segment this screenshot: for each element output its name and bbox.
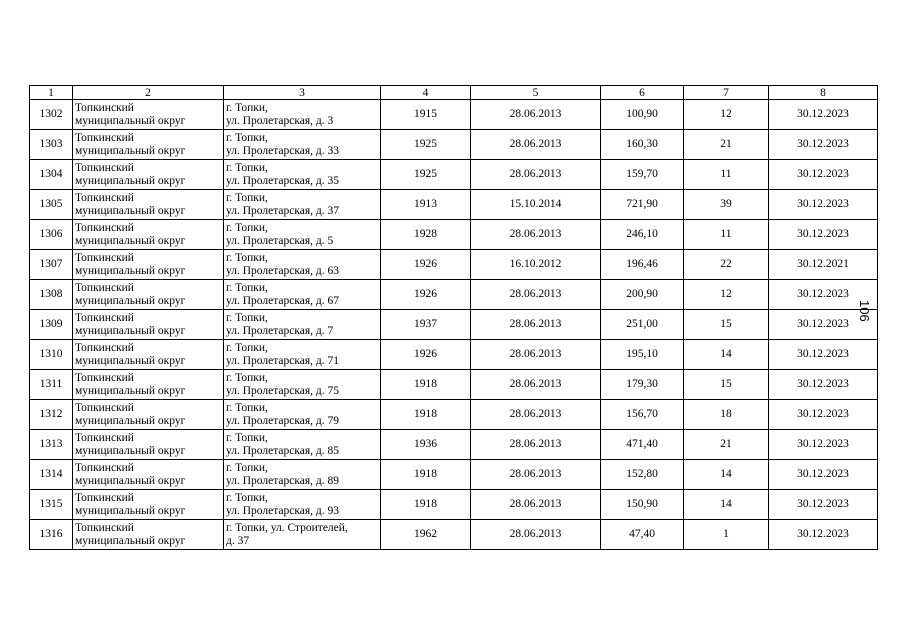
deadline-cell: 30.12.2023 bbox=[769, 220, 878, 250]
area-cell: 160,30 bbox=[601, 130, 684, 160]
row-number: 1303 bbox=[30, 130, 73, 160]
address-line: г. Топки, bbox=[226, 311, 268, 324]
district-line: Топкинский bbox=[75, 251, 134, 264]
address-line: ул. Пролетарская, д. 35 bbox=[226, 174, 340, 187]
date-cell: 15.10.2014 bbox=[471, 190, 601, 220]
row-number: 1316 bbox=[30, 520, 73, 550]
count-cell: 15 bbox=[684, 370, 769, 400]
deadline-cell: 30.12.2023 bbox=[769, 310, 878, 340]
column-header-4: 4 bbox=[381, 86, 471, 100]
area-cell: 196,46 bbox=[601, 250, 684, 280]
date-cell: 28.06.2013 bbox=[471, 520, 601, 550]
district-line: муниципальный округ bbox=[75, 294, 186, 307]
row-number: 1309 bbox=[30, 310, 73, 340]
deadline-cell: 30.12.2023 bbox=[769, 460, 878, 490]
address-line: г. Топки, bbox=[226, 281, 268, 294]
address-cell bbox=[224, 370, 381, 400]
district-line: Топкинский bbox=[75, 311, 134, 324]
address-line: ул. Пролетарская, д. 67 bbox=[226, 294, 340, 307]
count-cell: 12 bbox=[684, 100, 769, 130]
count-cell: 21 bbox=[684, 430, 769, 460]
table-header bbox=[30, 86, 878, 100]
deadline-cell: 30.12.2023 bbox=[769, 430, 878, 460]
year-cell: 1915 bbox=[381, 100, 471, 130]
row-number: 1312 bbox=[30, 400, 73, 430]
column-header-6: 6 bbox=[601, 86, 684, 100]
address-cell bbox=[224, 340, 381, 370]
address-cell bbox=[224, 160, 381, 190]
address-cell bbox=[224, 520, 381, 550]
address-line: ул. Пролетарская, д. 89 bbox=[226, 474, 340, 487]
year-cell: 1925 bbox=[381, 130, 471, 160]
deadline-cell: 30.12.2023 bbox=[769, 400, 878, 430]
district-cell bbox=[73, 370, 224, 400]
page-number: 106 bbox=[857, 300, 872, 322]
year-cell: 1918 bbox=[381, 460, 471, 490]
count-cell: 1 bbox=[684, 520, 769, 550]
district-line: Топкинский bbox=[75, 431, 134, 444]
date-cell: 28.06.2013 bbox=[471, 310, 601, 340]
district-line: муниципальный округ bbox=[75, 144, 186, 157]
year-cell: 1925 bbox=[381, 160, 471, 190]
table-row bbox=[30, 130, 878, 160]
district-line: Топкинский bbox=[75, 371, 134, 384]
table-row bbox=[30, 160, 878, 190]
deadline-cell: 30.12.2023 bbox=[769, 340, 878, 370]
year-cell: 1962 bbox=[381, 520, 471, 550]
district-cell bbox=[73, 520, 224, 550]
district-cell bbox=[73, 220, 224, 250]
table-row bbox=[30, 400, 878, 430]
table-row bbox=[30, 280, 878, 310]
table-row bbox=[30, 220, 878, 250]
deadline-cell: 30.12.2023 bbox=[769, 160, 878, 190]
district-line: Топкинский bbox=[75, 101, 134, 114]
address-line: ул. Пролетарская, д. 37 bbox=[226, 204, 340, 217]
district-cell bbox=[73, 460, 224, 490]
housing-registry-table bbox=[29, 85, 878, 550]
count-cell: 14 bbox=[684, 340, 769, 370]
date-cell: 28.06.2013 bbox=[471, 430, 601, 460]
address-line: г. Топки, bbox=[226, 131, 268, 144]
table-row bbox=[30, 520, 878, 550]
column-header-1: 1 bbox=[30, 86, 73, 100]
district-line: муниципальный округ bbox=[75, 204, 186, 217]
district-line: муниципальный округ bbox=[75, 414, 186, 427]
deadline-cell: 30.12.2023 bbox=[769, 190, 878, 220]
district-line: муниципальный округ bbox=[75, 474, 186, 487]
area-cell: 152,80 bbox=[601, 460, 684, 490]
row-number: 1315 bbox=[30, 490, 73, 520]
address-cell bbox=[224, 430, 381, 460]
address-line: г. Топки, bbox=[226, 221, 268, 234]
column-header-8: 8 bbox=[769, 86, 878, 100]
column-header-2: 2 bbox=[73, 86, 224, 100]
count-cell: 21 bbox=[684, 130, 769, 160]
deadline-cell: 30.12.2023 bbox=[769, 280, 878, 310]
address-cell bbox=[224, 130, 381, 160]
table-body bbox=[30, 100, 878, 550]
column-header-3: 3 bbox=[224, 86, 381, 100]
district-line: муниципальный округ bbox=[75, 534, 186, 547]
count-cell: 11 bbox=[684, 160, 769, 190]
row-number: 1311 bbox=[30, 370, 73, 400]
address-cell bbox=[224, 310, 381, 340]
area-cell: 195,10 bbox=[601, 340, 684, 370]
district-line: муниципальный округ bbox=[75, 444, 186, 457]
date-cell: 16.10.2012 bbox=[471, 250, 601, 280]
area-cell: 200,90 bbox=[601, 280, 684, 310]
district-line: Топкинский bbox=[75, 161, 134, 174]
year-cell: 1918 bbox=[381, 490, 471, 520]
address-line: ул. Пролетарская, д. 93 bbox=[226, 504, 340, 517]
district-line: Топкинский bbox=[75, 521, 134, 534]
address-line: г. Топки, bbox=[226, 251, 268, 264]
row-number: 1304 bbox=[30, 160, 73, 190]
district-line: Топкинский bbox=[75, 461, 134, 474]
area-cell: 721,90 bbox=[601, 190, 684, 220]
table-row bbox=[30, 340, 878, 370]
address-line: ул. Пролетарская, д. 75 bbox=[226, 384, 340, 397]
date-cell: 28.06.2013 bbox=[471, 280, 601, 310]
table-row bbox=[30, 490, 878, 520]
table-row bbox=[30, 310, 878, 340]
address-line: г. Топки, bbox=[226, 161, 268, 174]
date-cell: 28.06.2013 bbox=[471, 490, 601, 520]
district-cell bbox=[73, 310, 224, 340]
row-number: 1307 bbox=[30, 250, 73, 280]
district-cell bbox=[73, 340, 224, 370]
count-cell: 11 bbox=[684, 220, 769, 250]
area-cell: 156,70 bbox=[601, 400, 684, 430]
year-cell: 1926 bbox=[381, 340, 471, 370]
table-row bbox=[30, 190, 878, 220]
district-line: муниципальный округ bbox=[75, 114, 186, 127]
district-cell bbox=[73, 400, 224, 430]
district-cell bbox=[73, 130, 224, 160]
deadline-cell: 30.12.2021 bbox=[769, 250, 878, 280]
address-cell bbox=[224, 280, 381, 310]
area-cell: 246,10 bbox=[601, 220, 684, 250]
table-row bbox=[30, 430, 878, 460]
district-cell bbox=[73, 490, 224, 520]
area-cell: 471,40 bbox=[601, 430, 684, 460]
address-line: ул. Пролетарская, д. 79 bbox=[226, 414, 340, 427]
count-cell: 22 bbox=[684, 250, 769, 280]
column-header-7: 7 bbox=[684, 86, 769, 100]
district-line: Топкинский bbox=[75, 401, 134, 414]
district-line: муниципальный округ bbox=[75, 384, 186, 397]
address-line: ул. Пролетарская, д. 5 bbox=[226, 234, 334, 247]
address-cell bbox=[224, 400, 381, 430]
year-cell: 1937 bbox=[381, 310, 471, 340]
address-cell bbox=[224, 190, 381, 220]
address-line: г. Топки, bbox=[226, 101, 268, 114]
address-line: ул. Пролетарская, д. 85 bbox=[226, 444, 340, 457]
deadline-cell: 30.12.2023 bbox=[769, 520, 878, 550]
year-cell: 1913 bbox=[381, 190, 471, 220]
table-row bbox=[30, 100, 878, 130]
address-line: ул. Пролетарская, д. 3 bbox=[226, 114, 334, 127]
district-cell bbox=[73, 250, 224, 280]
date-cell: 28.06.2013 bbox=[471, 400, 601, 430]
count-cell: 18 bbox=[684, 400, 769, 430]
row-number: 1306 bbox=[30, 220, 73, 250]
address-line: г. Топки, bbox=[226, 191, 268, 204]
address-line: ул. Пролетарская, д. 63 bbox=[226, 264, 340, 277]
deadline-cell: 30.12.2023 bbox=[769, 490, 878, 520]
area-cell: 179,30 bbox=[601, 370, 684, 400]
address-cell bbox=[224, 250, 381, 280]
count-cell: 12 bbox=[684, 280, 769, 310]
table-row bbox=[30, 250, 878, 280]
district-line: Топкинский bbox=[75, 131, 134, 144]
address-line: д. 37 bbox=[226, 534, 250, 547]
year-cell: 1928 bbox=[381, 220, 471, 250]
year-cell: 1918 bbox=[381, 400, 471, 430]
district-cell bbox=[73, 280, 224, 310]
count-cell: 39 bbox=[684, 190, 769, 220]
deadline-cell: 30.12.2023 bbox=[769, 370, 878, 400]
district-cell bbox=[73, 100, 224, 130]
address-line: ул. Пролетарская, д. 71 bbox=[226, 354, 340, 367]
row-number: 1302 bbox=[30, 100, 73, 130]
deadline-cell: 30.12.2023 bbox=[769, 130, 878, 160]
date-cell: 28.06.2013 bbox=[471, 220, 601, 250]
date-cell: 28.06.2013 bbox=[471, 370, 601, 400]
row-number: 1310 bbox=[30, 340, 73, 370]
address-line: г. Топки, bbox=[226, 461, 268, 474]
row-number: 1305 bbox=[30, 190, 73, 220]
district-line: муниципальный округ bbox=[75, 504, 186, 517]
address-line: г. Топки, bbox=[226, 491, 268, 504]
year-cell: 1926 bbox=[381, 280, 471, 310]
address-cell bbox=[224, 460, 381, 490]
table-row bbox=[30, 460, 878, 490]
column-header-5: 5 bbox=[471, 86, 601, 100]
address-cell bbox=[224, 100, 381, 130]
table-row bbox=[30, 370, 878, 400]
district-line: Топкинский bbox=[75, 281, 134, 294]
date-cell: 28.06.2013 bbox=[471, 340, 601, 370]
year-cell: 1936 bbox=[381, 430, 471, 460]
area-cell: 251,00 bbox=[601, 310, 684, 340]
count-cell: 14 bbox=[684, 460, 769, 490]
district-cell bbox=[73, 160, 224, 190]
year-cell: 1918 bbox=[381, 370, 471, 400]
district-line: Топкинский bbox=[75, 191, 134, 204]
address-line: г. Топки, bbox=[226, 401, 268, 414]
address-line: г. Топки, bbox=[226, 431, 268, 444]
address-line: ул. Пролетарская, д. 7 bbox=[226, 324, 334, 337]
district-cell bbox=[73, 190, 224, 220]
date-cell: 28.06.2013 bbox=[471, 130, 601, 160]
count-cell: 14 bbox=[684, 490, 769, 520]
date-cell: 28.06.2013 bbox=[471, 460, 601, 490]
district-line: Топкинский bbox=[75, 491, 134, 504]
district-line: муниципальный округ bbox=[75, 264, 186, 277]
district-line: муниципальный округ bbox=[75, 174, 186, 187]
district-line: Топкинский bbox=[75, 341, 134, 354]
area-cell: 100,90 bbox=[601, 100, 684, 130]
header-row bbox=[30, 86, 878, 100]
address-line: г. Топки, bbox=[226, 341, 268, 354]
count-cell: 15 bbox=[684, 310, 769, 340]
address-line: ул. Пролетарская, д. 33 bbox=[226, 144, 340, 157]
district-line: Топкинский bbox=[75, 221, 134, 234]
district-line: муниципальный округ bbox=[75, 324, 186, 337]
area-cell: 150,90 bbox=[601, 490, 684, 520]
district-cell bbox=[73, 430, 224, 460]
row-number: 1308 bbox=[30, 280, 73, 310]
row-number: 1313 bbox=[30, 430, 73, 460]
row-number: 1314 bbox=[30, 460, 73, 490]
address-line: г. Топки, ул. Строителей, bbox=[226, 521, 348, 534]
date-cell: 28.06.2013 bbox=[471, 100, 601, 130]
district-line: муниципальный округ bbox=[75, 354, 186, 367]
address-cell bbox=[224, 220, 381, 250]
date-cell: 28.06.2013 bbox=[471, 160, 601, 190]
address-line: г. Топки, bbox=[226, 371, 268, 384]
deadline-cell: 30.12.2023 bbox=[769, 100, 878, 130]
address-cell bbox=[224, 490, 381, 520]
year-cell: 1926 bbox=[381, 250, 471, 280]
area-cell: 159,70 bbox=[601, 160, 684, 190]
area-cell: 47,40 bbox=[601, 520, 684, 550]
district-line: муниципальный округ bbox=[75, 234, 186, 247]
